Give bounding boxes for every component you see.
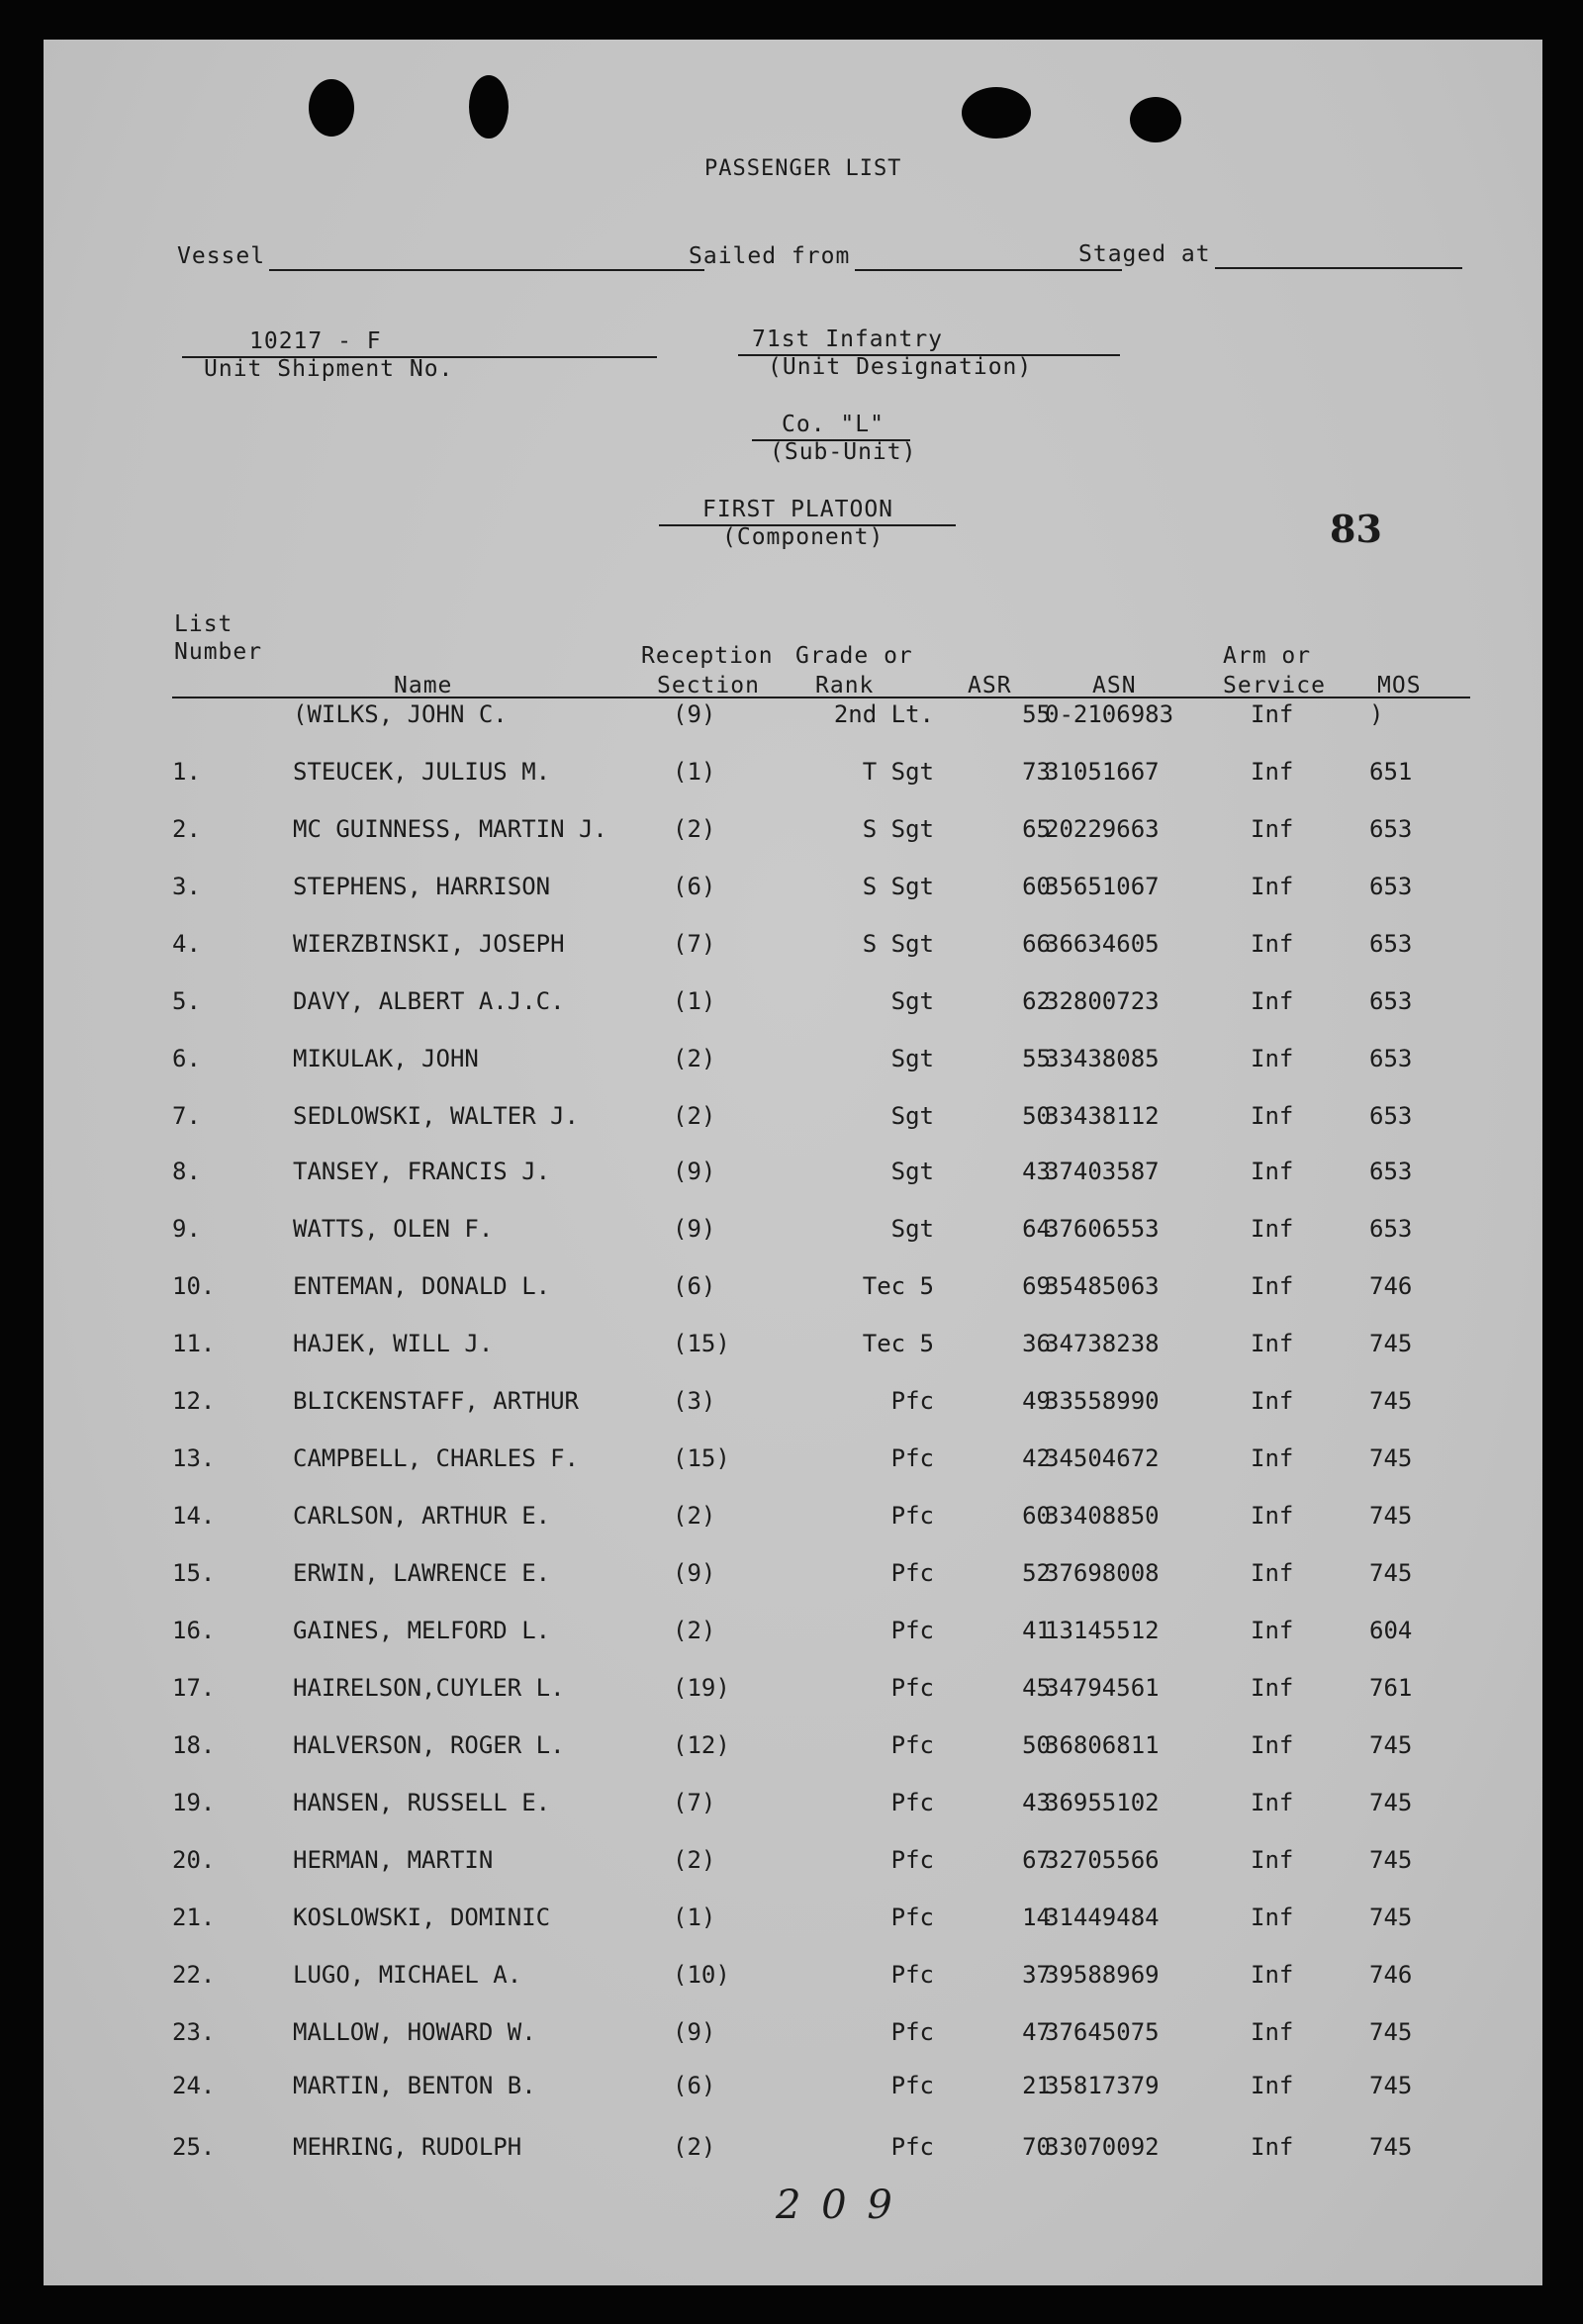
row-asr: 37 [1022, 1961, 1051, 1989]
row-list-number: 23. [172, 2018, 216, 2046]
row-name: HANSEN, RUSSELL E. [293, 1789, 551, 1816]
row-grade: Pfc [890, 1789, 934, 1816]
row-name: LUGO, MICHAEL A. [293, 1961, 522, 1989]
row-grade: Pfc [890, 2133, 934, 2161]
row-reception-section: (7) [673, 1789, 716, 1816]
row-asr: 70 [1022, 2133, 1051, 2161]
row-grade: Pfc [890, 1961, 934, 1989]
row-asn: 33070092 [1045, 2133, 1160, 2161]
row-grade: Sgt [890, 987, 934, 1015]
row-reception-section: (7) [673, 930, 716, 958]
row-mos: 746 [1369, 1961, 1413, 1989]
row-grade: Pfc [890, 1904, 934, 1931]
table-row [44, 1502, 1542, 1541]
row-asr: 42 [1022, 1444, 1051, 1472]
row-reception-section: (1) [673, 987, 716, 1015]
table-row [44, 1215, 1542, 1255]
row-mos: 653 [1369, 1045, 1413, 1072]
row-arm-service: Inf [1251, 873, 1294, 900]
row-grade: S Sgt [862, 930, 934, 958]
row-asn: 0-2106983 [1045, 700, 1174, 728]
row-asr: 66 [1022, 930, 1051, 958]
row-list-number: 21. [172, 1904, 216, 1931]
row-arm-service: Inf [1251, 1731, 1294, 1759]
row-list-number: 5. [172, 987, 201, 1015]
row-asr: 55 [1022, 1045, 1051, 1072]
row-reception-section: (10) [673, 1961, 730, 1989]
table-row [44, 2133, 1542, 2173]
row-asr: 43 [1022, 1789, 1051, 1816]
row-arm-service: Inf [1251, 1617, 1294, 1644]
row-arm-service: Inf [1251, 815, 1294, 843]
row-name: MIKULAK, JOHN [293, 1045, 479, 1072]
row-arm-service: Inf [1251, 700, 1294, 728]
row-list-number: 20. [172, 1846, 216, 1874]
row-reception-section: (15) [673, 1330, 730, 1357]
row-asn: 33408850 [1045, 1502, 1160, 1530]
row-name: STEUCEK, JULIUS M. [293, 758, 551, 786]
row-arm-service: Inf [1251, 1272, 1294, 1300]
row-asr: 60 [1022, 873, 1051, 900]
row-name: DAVY, ALBERT A.J.C. [293, 987, 565, 1015]
row-reception-section: (2) [673, 1045, 716, 1072]
row-name: HERMAN, MARTIN [293, 1846, 494, 1874]
row-grade: Pfc [890, 2072, 934, 2099]
sub-unit-label: (Sub-Unit) [770, 439, 917, 465]
table-row [44, 2072, 1542, 2111]
header-arm-2: Service [1223, 673, 1326, 698]
row-list-number: 12. [172, 1387, 216, 1415]
row-asn: 34504672 [1045, 1444, 1160, 1472]
row-reception-section: (9) [673, 1215, 716, 1243]
row-asr: 50 [1022, 1102, 1051, 1130]
row-mos: 745 [1369, 2133, 1413, 2161]
row-asn: 33558990 [1045, 1387, 1160, 1415]
row-asn: 32705566 [1045, 1846, 1160, 1874]
row-name: CARLSON, ARTHUR E. [293, 1502, 551, 1530]
row-arm-service: Inf [1251, 1102, 1294, 1130]
row-reception-section: (2) [673, 1617, 716, 1644]
row-list-number: 10. [172, 1272, 216, 1300]
row-mos: 746 [1369, 1272, 1413, 1300]
row-mos: 745 [1369, 1444, 1413, 1472]
row-name: SEDLOWSKI, WALTER J. [293, 1102, 579, 1130]
table-row [44, 1102, 1542, 1142]
row-grade: S Sgt [862, 873, 934, 900]
row-grade: S Sgt [862, 815, 934, 843]
row-list-number: 8. [172, 1158, 201, 1185]
row-mos: 745 [1369, 1502, 1413, 1530]
table-row [44, 1272, 1542, 1312]
row-name: HAIRELSON,CUYLER L. [293, 1674, 565, 1702]
table-row [44, 700, 1542, 740]
header-asr: ASR [968, 673, 1012, 698]
row-arm-service: Inf [1251, 1158, 1294, 1185]
row-name: MARTIN, BENTON B. [293, 2072, 536, 2099]
row-grade: Pfc [890, 2018, 934, 2046]
row-mos: 745 [1369, 1904, 1413, 1931]
row-mos: 653 [1369, 1215, 1413, 1243]
row-asr: 21 [1022, 2072, 1051, 2099]
row-asn: 20229663 [1045, 815, 1160, 843]
row-reception-section: (1) [673, 758, 716, 786]
row-name: MC GUINNESS, MARTIN J. [293, 815, 607, 843]
row-name: GAINES, MELFORD L. [293, 1617, 551, 1644]
row-list-number: 6. [172, 1045, 201, 1072]
row-name: ERWIN, LAWRENCE E. [293, 1559, 551, 1587]
sub-unit: Co. "L" [782, 412, 885, 437]
row-asn: 33438085 [1045, 1045, 1160, 1072]
row-asr: 43 [1022, 1158, 1051, 1185]
row-arm-service: Inf [1251, 1330, 1294, 1357]
row-arm-service: Inf [1251, 1961, 1294, 1989]
row-name: HALVERSON, ROGER L. [293, 1731, 565, 1759]
table-row [44, 1674, 1542, 1714]
row-grade: T Sgt [862, 758, 934, 786]
row-asr: 41 [1022, 1617, 1051, 1644]
row-asr: 73 [1022, 758, 1051, 786]
row-name: HAJEK, WILL J. [293, 1330, 494, 1357]
row-reception-section: (12) [673, 1731, 730, 1759]
header-asn: ASN [1092, 673, 1137, 698]
table-row [44, 930, 1542, 970]
row-arm-service: Inf [1251, 930, 1294, 958]
row-mos: 745 [1369, 1387, 1413, 1415]
row-name: KOSLOWSKI, DOMINIC [293, 1904, 551, 1931]
row-mos: 745 [1369, 2072, 1413, 2099]
vessel-label: Vessel [177, 243, 266, 269]
row-arm-service: Inf [1251, 2072, 1294, 2099]
row-asn: 35817379 [1045, 2072, 1160, 2099]
row-arm-service: Inf [1251, 1387, 1294, 1415]
row-asn: 39588969 [1045, 1961, 1160, 1989]
document-title: PASSENGER LIST [704, 156, 902, 181]
row-arm-service: Inf [1251, 1444, 1294, 1472]
row-asn: 34738238 [1045, 1330, 1160, 1357]
component: FIRST PLATOON [702, 497, 894, 522]
punch-hole [309, 79, 354, 137]
row-name: ENTEMAN, DONALD L. [293, 1272, 551, 1300]
row-mos: 745 [1369, 1330, 1413, 1357]
punch-hole [962, 87, 1031, 139]
row-reception-section: (9) [673, 700, 716, 728]
table-row [44, 1158, 1542, 1197]
row-asn: 32800723 [1045, 987, 1160, 1015]
row-mos: 745 [1369, 1846, 1413, 1874]
document-page [44, 40, 1542, 2285]
row-name: BLICKENSTAFF, ARTHUR [293, 1387, 579, 1415]
staged-at-label: Staged at [1078, 241, 1211, 267]
row-asn: 37698008 [1045, 1559, 1160, 1587]
row-arm-service: Inf [1251, 1502, 1294, 1530]
table-row [44, 1617, 1542, 1656]
unit-designation-label: (Unit Designation) [768, 354, 1033, 380]
row-arm-service: Inf [1251, 1789, 1294, 1816]
row-list-number: 13. [172, 1444, 216, 1472]
row-name: STEPHENS, HARRISON [293, 873, 551, 900]
row-asr: 47 [1022, 2018, 1051, 2046]
row-arm-service: Inf [1251, 987, 1294, 1015]
row-reception-section: (2) [673, 1102, 716, 1130]
header-rule [172, 697, 1470, 698]
header-list-number-1: List [174, 611, 233, 637]
table-row [44, 873, 1542, 912]
table-row [44, 1731, 1542, 1771]
row-asr: 52 [1022, 1559, 1051, 1587]
table-row [44, 2018, 1542, 2058]
row-asn: 31051667 [1045, 758, 1160, 786]
header-list-number-2: Number [174, 639, 263, 665]
punch-hole [469, 75, 509, 139]
table-row [44, 1330, 1542, 1369]
row-asr: 55 [1022, 700, 1051, 728]
unit-designation: 71st Infantry [752, 326, 944, 352]
sailed-from-label: Sailed from [689, 243, 851, 269]
row-grade: Tec 5 [862, 1272, 934, 1300]
row-mos: 745 [1369, 1731, 1413, 1759]
row-list-number: 4. [172, 930, 201, 958]
row-asr: 64 [1022, 1215, 1051, 1243]
row-asr: 50 [1022, 1731, 1051, 1759]
row-reception-section: (2) [673, 815, 716, 843]
row-reception-section: (15) [673, 1444, 730, 1472]
punch-hole [1130, 97, 1181, 142]
row-mos: 745 [1369, 2018, 1413, 2046]
row-reception-section: (3) [673, 1387, 716, 1415]
table-row [44, 1045, 1542, 1084]
row-list-number: 24. [172, 2072, 216, 2099]
row-arm-service: Inf [1251, 1559, 1294, 1587]
row-reception-section: (9) [673, 1158, 716, 1185]
row-list-number: 3. [172, 873, 201, 900]
row-grade: Pfc [890, 1502, 934, 1530]
row-name: (WILKS, JOHN C. [293, 700, 508, 728]
row-reception-section: (19) [673, 1674, 730, 1702]
row-asn: 37403587 [1045, 1158, 1160, 1185]
row-asn: 34794561 [1045, 1674, 1160, 1702]
table-row [44, 987, 1542, 1027]
row-mos: 653 [1369, 1102, 1413, 1130]
row-arm-service: Inf [1251, 1674, 1294, 1702]
row-asn: 36806811 [1045, 1731, 1160, 1759]
row-list-number: 16. [172, 1617, 216, 1644]
row-mos: 653 [1369, 1158, 1413, 1185]
row-grade: Pfc [890, 1731, 934, 1759]
row-reception-section: (6) [673, 873, 716, 900]
staged-at-underline [1215, 267, 1462, 269]
row-list-number: 1. [172, 758, 201, 786]
row-asn: 37606553 [1045, 1215, 1160, 1243]
row-grade: Pfc [890, 1846, 934, 1874]
row-mos: 653 [1369, 815, 1413, 843]
row-grade: Sgt [890, 1045, 934, 1072]
row-asr: 67 [1022, 1846, 1051, 1874]
row-list-number: 17. [172, 1674, 216, 1702]
row-mos: 653 [1369, 987, 1413, 1015]
row-asr: 69 [1022, 1272, 1051, 1300]
row-asr: 36 [1022, 1330, 1051, 1357]
row-mos: ) [1369, 700, 1384, 728]
row-asn: 36955102 [1045, 1789, 1160, 1816]
row-list-number: 2. [172, 815, 201, 843]
row-list-number: 9. [172, 1215, 201, 1243]
row-name: MEHRING, RUDOLPH [293, 2133, 522, 2161]
row-grade: Pfc [890, 1444, 934, 1472]
header-reception-2: Section [657, 673, 760, 698]
table-row [44, 1789, 1542, 1828]
table-row [44, 1961, 1542, 2000]
row-asn: 37645075 [1045, 2018, 1160, 2046]
row-reception-section: (2) [673, 1846, 716, 1874]
component-label: (Component) [722, 524, 885, 550]
row-name: CAMPBELL, CHARLES F. [293, 1444, 579, 1472]
row-grade: Sgt [890, 1215, 934, 1243]
table-row [44, 1444, 1542, 1484]
header-reception-1: Reception [641, 643, 774, 669]
row-list-number: 15. [172, 1559, 216, 1587]
row-asr: 49 [1022, 1387, 1051, 1415]
row-grade: Pfc [890, 1387, 934, 1415]
table-row [44, 1904, 1542, 1943]
row-asr: 45 [1022, 1674, 1051, 1702]
unit-shipment-label: Unit Shipment No. [204, 356, 454, 382]
table-row [44, 815, 1542, 855]
row-reception-section: (6) [673, 2072, 716, 2099]
header-grade-2: Rank [815, 673, 875, 698]
row-reception-section: (2) [673, 1502, 716, 1530]
page-number: 83 [1330, 507, 1382, 551]
header-arm-1: Arm or [1223, 643, 1312, 669]
handwritten-page-mark: 2 0 9 [776, 2183, 896, 2228]
row-asn: 33438112 [1045, 1102, 1160, 1130]
row-grade: Sgt [890, 1102, 934, 1130]
row-asn: 13145512 [1045, 1617, 1160, 1644]
row-asn: 35651067 [1045, 873, 1160, 900]
row-mos: 653 [1369, 930, 1413, 958]
row-mos: 745 [1369, 1559, 1413, 1587]
row-grade: Pfc [890, 1559, 934, 1587]
row-list-number: 11. [172, 1330, 216, 1357]
row-grade: Pfc [890, 1674, 934, 1702]
row-arm-service: Inf [1251, 2018, 1294, 2046]
row-grade: Pfc [890, 1617, 934, 1644]
header-name: Name [394, 673, 453, 698]
table-row [44, 1387, 1542, 1427]
row-arm-service: Inf [1251, 1215, 1294, 1243]
row-arm-service: Inf [1251, 758, 1294, 786]
row-mos: 745 [1369, 1789, 1413, 1816]
row-asn: 31449484 [1045, 1904, 1160, 1931]
row-list-number: 19. [172, 1789, 216, 1816]
row-reception-section: (6) [673, 1272, 716, 1300]
row-mos: 651 [1369, 758, 1413, 786]
row-mos: 653 [1369, 873, 1413, 900]
row-mos: 604 [1369, 1617, 1413, 1644]
row-arm-service: Inf [1251, 1904, 1294, 1931]
table-row [44, 1559, 1542, 1599]
row-asn: 35485063 [1045, 1272, 1160, 1300]
row-reception-section: (2) [673, 2133, 716, 2161]
header-grade-1: Grade or [795, 643, 913, 669]
header-mos: MOS [1377, 673, 1422, 698]
row-arm-service: Inf [1251, 1846, 1294, 1874]
row-name: MALLOW, HOWARD W. [293, 2018, 536, 2046]
row-name: WIERZBINSKI, JOSEPH [293, 930, 565, 958]
row-reception-section: (9) [673, 2018, 716, 2046]
sailed-from-underline [855, 269, 1122, 271]
row-reception-section: (1) [673, 1904, 716, 1931]
row-grade: Tec 5 [862, 1330, 934, 1357]
table-row [44, 1846, 1542, 1886]
row-mos: 761 [1369, 1674, 1413, 1702]
row-asr: 62 [1022, 987, 1051, 1015]
row-asr: 60 [1022, 1502, 1051, 1530]
row-asr: 65 [1022, 815, 1051, 843]
vessel-underline [269, 269, 704, 271]
row-list-number: 7. [172, 1102, 201, 1130]
row-list-number: 22. [172, 1961, 216, 1989]
row-grade: Sgt [890, 1158, 934, 1185]
row-list-number: 14. [172, 1502, 216, 1530]
row-list-number: 25. [172, 2133, 216, 2161]
row-asr: 14 [1022, 1904, 1051, 1931]
row-arm-service: Inf [1251, 1045, 1294, 1072]
row-grade: 2nd Lt. [833, 700, 934, 728]
row-name: WATTS, OLEN F. [293, 1215, 494, 1243]
row-arm-service: Inf [1251, 2133, 1294, 2161]
row-reception-section: (9) [673, 1559, 716, 1587]
row-list-number: 18. [172, 1731, 216, 1759]
row-name: TANSEY, FRANCIS J. [293, 1158, 551, 1185]
row-asn: 36634605 [1045, 930, 1160, 958]
unit-shipment-number: 10217 - F [249, 328, 382, 354]
table-row [44, 758, 1542, 797]
